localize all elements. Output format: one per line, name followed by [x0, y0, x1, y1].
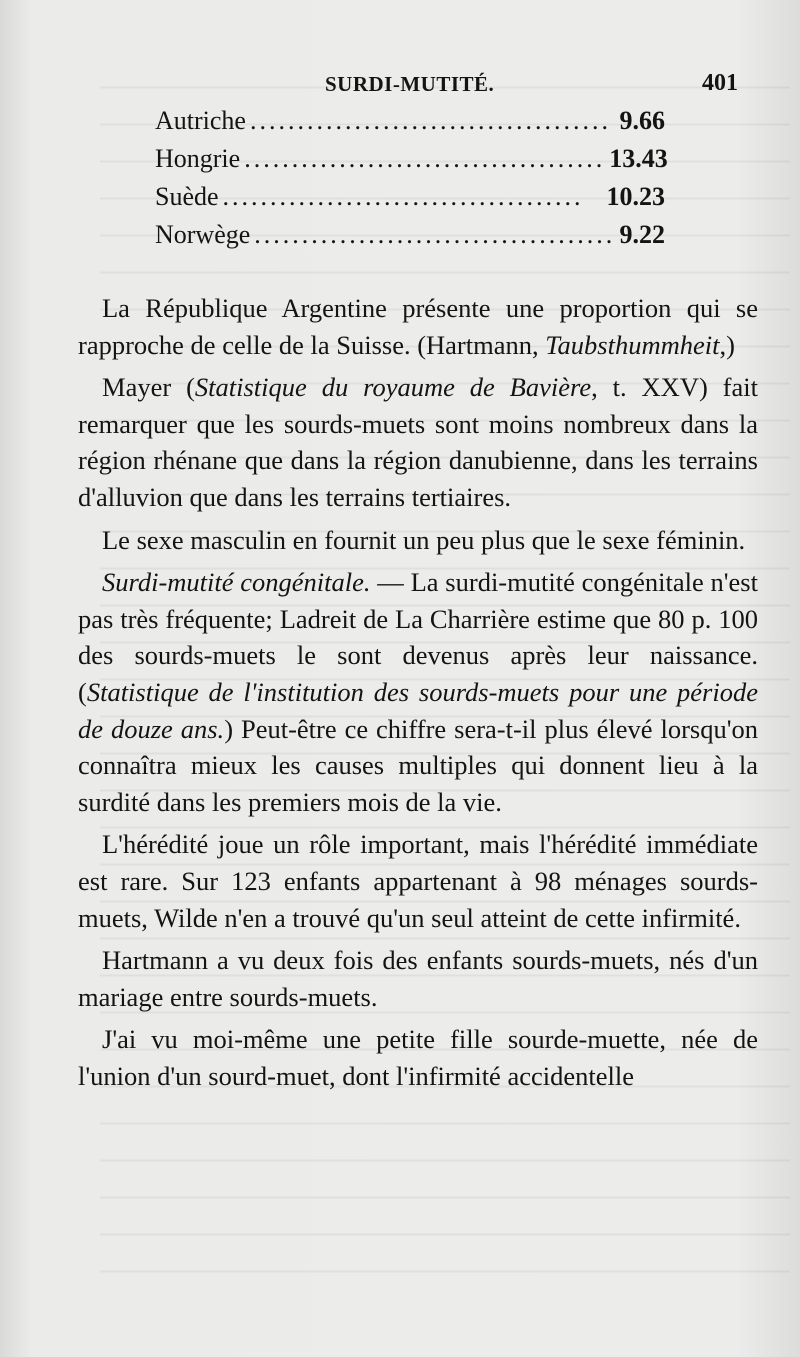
page-number: 401: [702, 70, 738, 96]
text-run: ) Peut-être ce chiffre sera-t-il plus élevé lorsqu'on connaîtra mieux les causes multiples qui donnent lieu à la surdité dans les premiers mois de la vie.: [78, 713, 758, 817]
text-run: ,): [719, 329, 735, 360]
text-run: J'ai vu moi-même une petite fille sourde-muette, née de l'union d'un sourd-muet, dont l'infirmité accidentelle: [78, 1024, 758, 1091]
running-header: [0, 72, 800, 106]
country-value: 9.66: [619, 106, 665, 135]
text-run: Le sexe masculin en fournit un peu plus que le sexe féminin.: [102, 524, 746, 555]
country-value: 9.22: [619, 220, 665, 249]
text-run: , t. XXV) fait remarquer que les sourds-muets sont moins nombreux dans la région rhénane que dans la région danubienne, dans les terrains d'alluvion que dans les terrains tertiaires.: [78, 372, 758, 512]
paragraph-hartmann: [78, 942, 758, 1015]
paragraph-congenitale: [78, 564, 758, 820]
country-name: Norwège: [155, 220, 251, 249]
body-text: [78, 290, 758, 1100]
country-name: Hongrie: [155, 144, 241, 173]
country-value: 13.43: [609, 144, 668, 173]
text-run: Hartmann a vu deux fois des enfants sourds-muets, nés d'un mariage entre sourds-muets.: [78, 945, 758, 1012]
text-run: — La surdi-mutité congénitale n'est pas très fréquente; Ladreit de La Charrière estime que 80 p. 100 des sourds-muets le sont devenus après leur naissance. (: [78, 567, 758, 707]
table-row: [155, 106, 665, 144]
paragraph-argentine: [78, 290, 758, 363]
paragraph-heredite: [78, 826, 758, 936]
text-run: L'hérédité joue un rôle important, mais l'hérédité immédiate est rare. Sur 123 enfants appartenant à 98 ménages sourds-muets, Wilde n'en a trouvé qu'un seul atteint de cette infirmité.: [78, 829, 758, 933]
dot-leader: ......................................: [244, 144, 606, 173]
dot-leader: ......................................: [254, 220, 616, 249]
text-run: La République Argentine présente une proportion qui se rapproche de celle de la Suisse. (Hartmann,: [78, 293, 758, 360]
paragraph-petite-fille: [78, 1021, 758, 1094]
running-title: SURDI-MUTITÉ.: [325, 72, 495, 96]
book-title-italic: Statistique du royaume de Bavière: [194, 372, 592, 403]
country-value: 10.23: [606, 182, 665, 211]
table-row: [155, 144, 668, 182]
paragraph-mayer: [78, 369, 758, 515]
book-title-italic: Taubsthummheit: [545, 329, 720, 360]
section-heading-italic: Surdi-mutité congénitale.: [102, 567, 371, 598]
book-title-italic: Statistique de l'institution des sourds-muets pour une période de douze ans.: [78, 676, 758, 744]
paragraph-sexe: [78, 522, 758, 559]
text-run: Mayer (: [102, 372, 195, 403]
table-row: [155, 220, 665, 258]
country-name: Autriche: [155, 106, 246, 135]
table-row: [155, 182, 665, 220]
dot-leader: ......................................: [249, 106, 611, 135]
statistics-table: [155, 106, 668, 258]
country-name: Suède: [155, 182, 219, 211]
dot-leader: ......................................: [222, 182, 584, 211]
